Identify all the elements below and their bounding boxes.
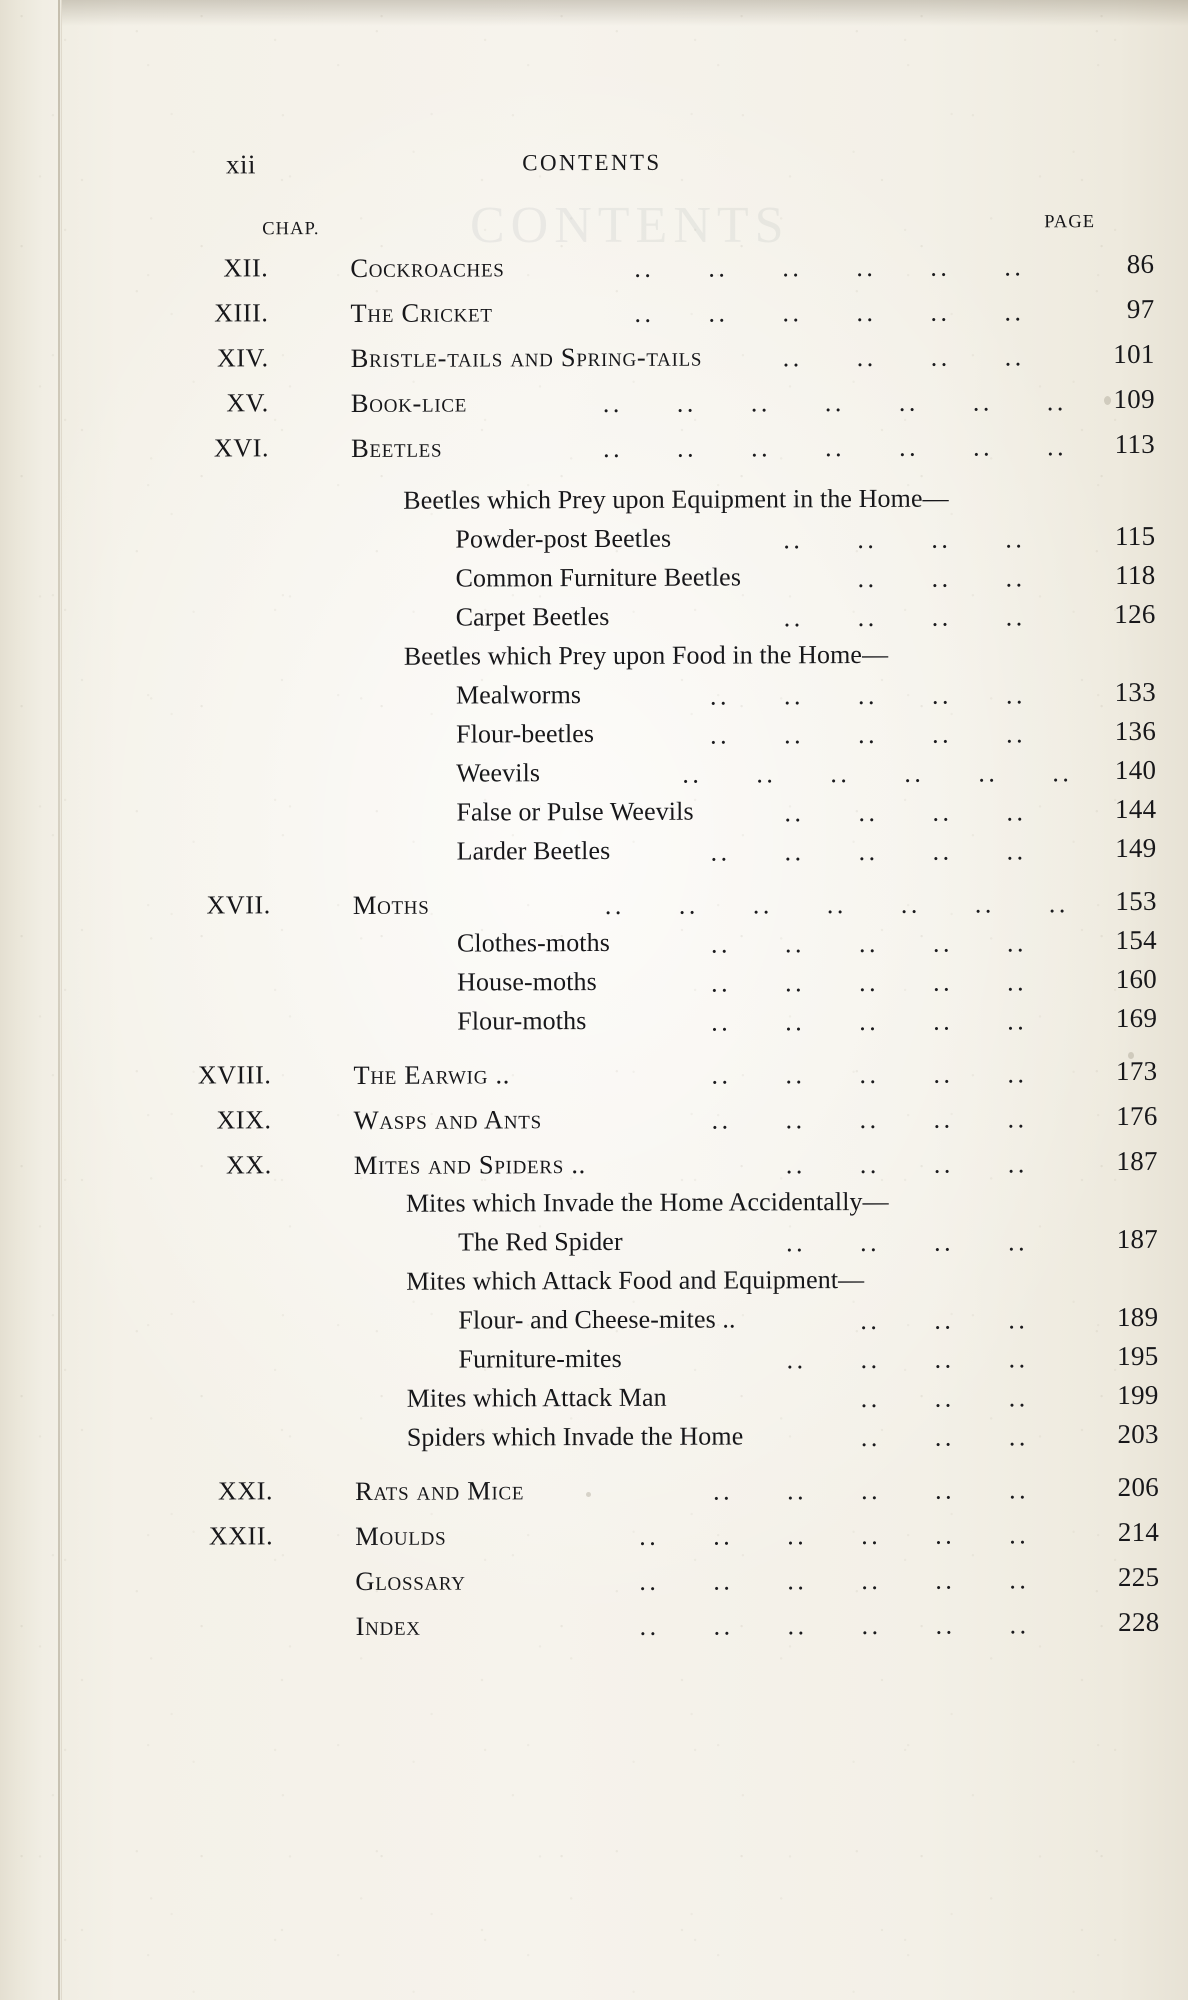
toc-entry-page-number: 173: [1115, 1055, 1158, 1087]
toc-entry[interactable]: [1, 1002, 1188, 1046]
running-head: [0, 146, 1186, 185]
toc-entry-page-number: 189: [1116, 1301, 1159, 1333]
chapter-number: XV.: [226, 388, 269, 418]
toc-entry[interactable]: [0, 481, 1187, 525]
page-edge-shadow: [62, 0, 1188, 26]
toc-entry-title: Flour- and Cheese-mites ..: [458, 1304, 736, 1335]
toc-entry[interactable]: [3, 1606, 1188, 1650]
table-of-contents-list: [0, 248, 1188, 1650]
toc-entry-title: Common Furniture Beetles: [455, 562, 742, 593]
toc-entry-title: Moulds: [355, 1520, 447, 1551]
chapter-number: XXII.: [208, 1521, 274, 1551]
toc-entry-page-number: 149: [1115, 832, 1157, 864]
toc-entry-title: Clothes-moths: [456, 927, 610, 958]
toc-entry[interactable]: [1, 963, 1188, 1007]
toc-entry-page-number: 187: [1116, 1145, 1158, 1177]
toc-entry-title: Powder-post Beetles: [455, 523, 672, 554]
chapter-number: XX.: [225, 1150, 272, 1180]
toc-entry-title: Cockroaches: [350, 252, 505, 283]
toc-entry[interactable]: Carpet Beetles .. .. .. .. 126: [455, 598, 1156, 633]
toc-entry-page-number: 199: [1117, 1379, 1159, 1411]
toc-entry[interactable]: [0, 754, 1188, 798]
toc-entry-title: Flour-beetles: [456, 719, 595, 749]
toc-entry[interactable]: [0, 637, 1188, 681]
chapter-number: XVI.: [213, 433, 270, 463]
chapter-number: XXI.: [217, 1476, 274, 1506]
toc-entry[interactable]: XIII. The Cricket .. .. .. .. .. .. 97: [214, 293, 1155, 328]
toc-entry[interactable]: [1, 1055, 1188, 1099]
toc-entry[interactable]: Powder-post Beetles .. .. .. .. 115: [455, 520, 1156, 555]
toc-entry[interactable]: XV. Book-lice .. .. .. .. .. .. .. 109: [226, 383, 1155, 418]
toc-entry[interactable]: [2, 1145, 1188, 1189]
toc-entry[interactable]: [0, 793, 1188, 837]
page-title: CONTENTS: [522, 149, 662, 176]
toc-entry[interactable]: [2, 1100, 1188, 1144]
toc-entry-page-number: 160: [1115, 963, 1158, 995]
toc-entry-title: Beetles: [350, 432, 443, 463]
toc-entry-page-number: 225: [1117, 1561, 1160, 1593]
toc-entry-title: The Red Spider: [458, 1226, 623, 1257]
toc-entry-page-number: 214: [1117, 1516, 1160, 1548]
toc-entry[interactable]: [1, 832, 1188, 876]
toc-entry-page-number: 187: [1116, 1223, 1159, 1255]
toc-entry[interactable]: [3, 1516, 1188, 1560]
toc-entry[interactable]: [2, 1301, 1188, 1345]
toc-entry-page-number: 136: [1114, 715, 1157, 747]
chapter-column-header: CHAP.: [262, 219, 320, 240]
toc-entry[interactable]: [0, 676, 1188, 720]
toc-entry[interactable]: [3, 1561, 1188, 1605]
toc-entry-title: The Cricket: [350, 297, 493, 328]
toc-entry-page-number: 195: [1117, 1340, 1159, 1372]
toc-entry[interactable]: [2, 1184, 1188, 1228]
toc-entry[interactable]: [2, 1262, 1188, 1306]
toc-entry-title: Mites and Spiders ..: [353, 1149, 586, 1180]
chapter-number: XIX.: [216, 1105, 272, 1135]
column-headers: [0, 212, 1186, 247]
toc-entry-title: Bristle-tails and Spring-tails: [350, 341, 703, 373]
toc-entry[interactable]: [3, 1379, 1188, 1423]
toc-entry-title: Larder Beetles: [456, 835, 611, 866]
toc-entry-page-number: 228: [1118, 1606, 1160, 1638]
toc-entry[interactable]: [3, 1471, 1188, 1515]
toc-entry-title: The Earwig ..: [353, 1059, 511, 1090]
chapter-number: XIV.: [216, 343, 269, 373]
toc-entry[interactable]: [2, 1223, 1188, 1267]
folio-number: xii: [225, 149, 257, 180]
toc-entry-title: Furniture-mites: [458, 1343, 622, 1374]
toc-entry-page-number: 86: [1126, 248, 1155, 279]
toc-entry-page-number: 169: [1115, 1002, 1158, 1034]
toc-entry[interactable]: XIV. Bristle-tails and Spring-tails .. .. .. .. 101: [216, 338, 1155, 373]
toc-entry-page-number: 126: [1114, 598, 1156, 630]
chapter-number: XII.: [223, 253, 269, 283]
toc-entry[interactable]: [2, 1340, 1188, 1384]
toc-entry-title: Moths: [352, 889, 430, 920]
toc-entry-page-number: 113: [1114, 428, 1156, 460]
chapter-number: XVIII.: [197, 1060, 272, 1090]
chapter-number: XIII.: [214, 298, 269, 328]
toc-entry[interactable]: XII. Cockroaches .. .. .. .. .. .. 86: [223, 248, 1155, 283]
toc-entry-title: False or Pulse Weevils: [456, 796, 694, 827]
toc-entry-page-number: 144: [1114, 793, 1157, 825]
toc-entry-title: Mites which Attack Food and Equipment—: [406, 1264, 865, 1296]
toc-entry-page-number: 109: [1113, 383, 1155, 415]
toc-entry-page-number: 176: [1116, 1100, 1158, 1132]
bleed-through-ghost: CONTENTS: [470, 197, 790, 254]
toc-entry-title: Rats and Mice: [354, 1475, 525, 1506]
toc-entry-page-number: 140: [1114, 754, 1157, 786]
toc-entry-title: Spiders which Invade the Home: [406, 1421, 744, 1452]
toc-entry-title: House-moths: [457, 967, 597, 997]
toc-entry-page-number: 203: [1117, 1418, 1159, 1450]
toc-entry[interactable]: [1, 924, 1188, 968]
toc-entry-title: Wasps and Ants: [353, 1104, 542, 1135]
toc-entry[interactable]: [3, 1418, 1188, 1462]
toc-entry-page-number: 154: [1115, 924, 1157, 956]
page-column-header: PAGE: [1044, 212, 1096, 233]
toc-entry[interactable]: Common Furniture Beetles .. .. .. 118: [455, 559, 1156, 594]
toc-entry-title: Beetles which Prey upon Food in the Home—: [403, 639, 889, 671]
toc-entry-title: Mites which Invade the Home Accidentally—: [405, 1186, 889, 1218]
toc-entry-title: Flour-moths: [457, 1006, 587, 1036]
toc-entry-title: Carpet Beetles: [455, 601, 610, 632]
toc-entry-page-number: 153: [1115, 885, 1157, 917]
toc-entry[interactable]: XVI. Beetles .. .. .. .. .. .. .. 113: [213, 428, 1156, 463]
toc-entry-page-number: 118: [1115, 559, 1156, 591]
toc-entry-page-number: 133: [1114, 676, 1157, 708]
toc-entry-title: Weevils: [456, 758, 541, 788]
toc-entry-page-number: 101: [1113, 338, 1155, 370]
toc-entry-title: Book-lice: [350, 387, 468, 418]
toc-entry-title: Mealworms: [455, 680, 582, 710]
toc-entry-title: Mites which Attack Man: [406, 1382, 667, 1413]
toc-entry-page-number: 115: [1114, 520, 1156, 552]
toc-entry-page-number: 97: [1126, 293, 1155, 324]
toc-entry-title: Beetles which Prey upon Equipment in the Home—: [403, 483, 949, 515]
toc-entry-title: Index: [355, 1610, 421, 1641]
chapter-number: XVII.: [206, 890, 271, 920]
toc-entry[interactable]: [1, 885, 1188, 929]
toc-entry[interactable]: [0, 715, 1188, 759]
toc-entry-title: Glossary: [355, 1565, 466, 1596]
toc-entry-page-number: 206: [1117, 1471, 1160, 1503]
